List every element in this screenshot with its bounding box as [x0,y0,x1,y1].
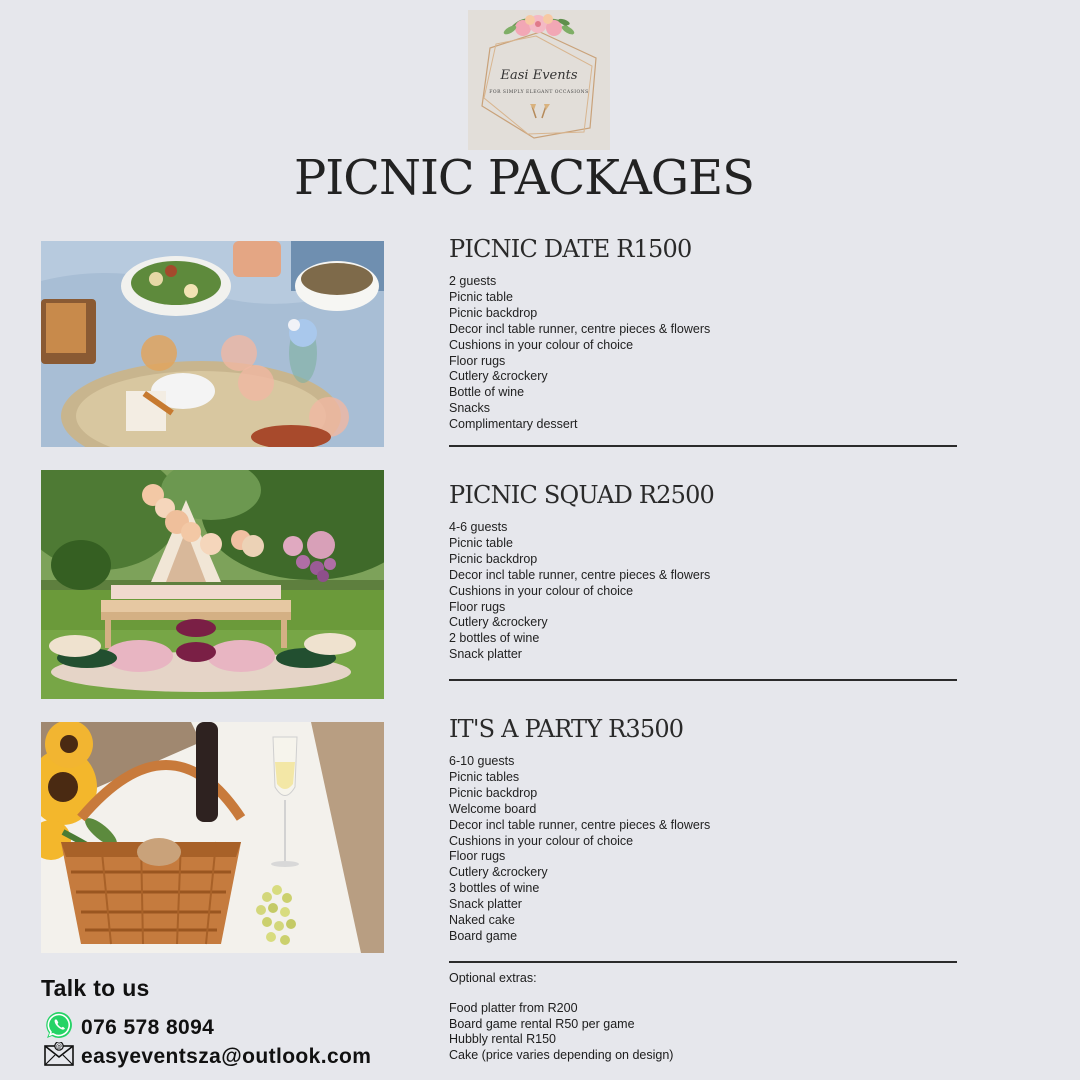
package-item: Cushions in your colour of choice [449,337,634,352]
package-items [449,754,957,945]
package-items [449,520,957,663]
extras-item: Cake (price varies depending on design) [449,1047,674,1062]
package-item: Cushions in your colour of choice [449,583,634,598]
package-title: PICNIC DATE R1500 [449,235,692,263]
package-item: Picnic backdrop [449,305,538,320]
package-item: 2 guests [449,274,497,288]
divider [449,679,957,681]
package-item: Floor rugs [449,849,506,864]
package-item: Cutlery &crockery [449,369,548,384]
package-its-a-party [449,714,957,945]
package-item: 3 bottles of wine [449,881,540,896]
package-item: Picnic tables [449,769,520,784]
package-item: Welcome board [449,801,537,816]
package-item: 6-10 guests [449,754,515,768]
package-item: Floor rugs [449,353,506,368]
package-title: IT'S A PARTY R3500 [449,715,684,743]
extras-item: Board game rental R50 per game [449,1016,635,1031]
package-item: Picnic table [449,535,513,550]
package-item: Decor incl table runner, centre pieces & flowers [449,321,711,336]
package-item: Picnic table [449,289,513,304]
extras-title: Optional extras: [449,971,537,985]
package-item: Snacks [449,401,490,416]
page-title: PICNIC PACKAGES [293,150,755,206]
package-item: Complimentary dessert [449,417,578,432]
package-title: PICNIC SQUAD R2500 [449,481,715,509]
logo-wordmark: Easi Events [500,68,578,83]
package-item: Floor rugs [449,599,506,614]
brand-logo [468,10,610,150]
package-item: 4-6 guests [449,520,508,534]
package-item: Snack platter [449,647,522,662]
package-item: Bottle of wine [449,385,525,400]
contact-title: Talk to us [41,975,150,1001]
contact-email[interactable] [44,1042,371,1071]
divider [449,961,957,963]
phone-number[interactable]: 076 578 8094 [81,1015,215,1039]
package-items [449,274,957,433]
package-item: Picnic backdrop [449,551,538,566]
optional-extras [449,970,969,1063]
picnic-squad-photo [41,470,384,699]
extras-item: Food platter from R200 [449,1001,578,1015]
party-basket-photo [41,722,384,953]
package-picnic-date [449,234,957,433]
package-item: Cushions in your colour of choice [449,833,634,848]
package-item: Decor incl table runner, centre pieces & flowers [449,817,711,832]
extras-list [449,1001,969,1063]
package-item: Decor incl table runner, centre pieces & flowers [449,567,711,582]
package-item: Board game [449,928,518,943]
contact-phone[interactable] [44,1010,214,1045]
package-item: Cutlery &crockery [449,615,548,630]
logo-tagline: FOR SIMPLY ELEGANT OCCASIONS [489,90,589,95]
envelope-icon [44,1042,74,1071]
package-item: Snack platter [449,897,522,912]
extras-item: Hubbly rental R150 [449,1032,557,1047]
package-item: 2 bottles of wine [449,631,540,646]
divider [449,445,957,447]
email-address[interactable]: easyeventsza@outlook.com [81,1044,372,1068]
whatsapp-icon [44,1010,74,1045]
svg-text:@: @ [56,1043,62,1050]
picnic-date-photo [41,241,384,447]
package-item: Cutlery &crockery [449,865,548,880]
package-picnic-squad [449,480,957,663]
package-item: Naked cake [449,913,516,928]
package-item: Picnic backdrop [449,785,538,800]
